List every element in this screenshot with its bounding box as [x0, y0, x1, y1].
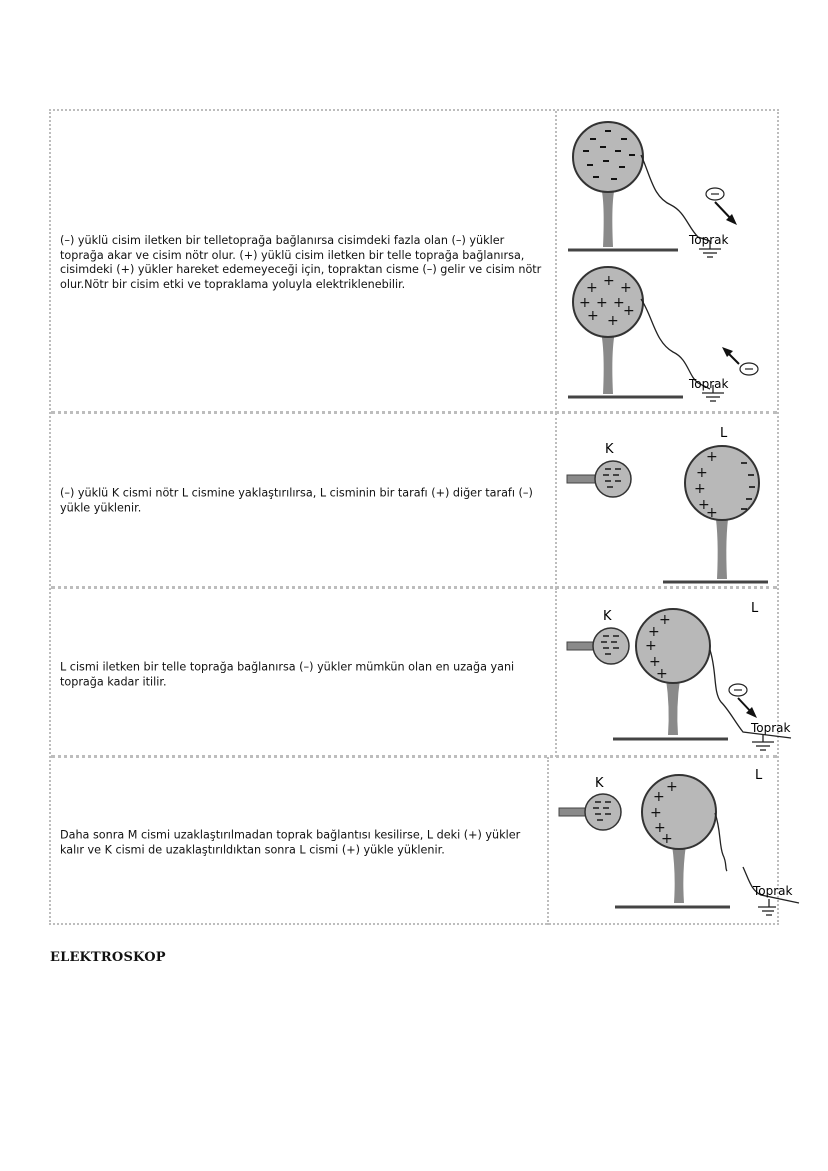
- induction-figure: [563, 417, 778, 587]
- ground-icon: [752, 734, 774, 750]
- svg-text:+: +: [613, 295, 625, 311]
- label-l: L: [751, 601, 759, 616]
- grounding-figure: [563, 117, 778, 407]
- table-row-1: [51, 111, 777, 413]
- svg-text:+: +: [579, 295, 591, 311]
- row-4-text: Daha sonra M cismi uzaklaştırılmadan toprak bağlantısı kesilirse, L deki (+) yükler kalır ve K cismi de uzaklaştırıldıktan sonra L cismi (+) yükle yüklenir.: [60, 828, 521, 856]
- label-l: L: [720, 426, 728, 441]
- sphere-k: [595, 461, 631, 497]
- sphere-k: [585, 794, 621, 830]
- svg-text:+: +: [649, 654, 661, 670]
- ground-label-bottom: Toprak: [689, 377, 729, 391]
- svg-text:+: +: [661, 831, 673, 847]
- sphere-k: [593, 628, 629, 664]
- label-k: K: [595, 776, 604, 791]
- svg-text:+: +: [653, 789, 665, 805]
- positive-sphere-diagram: [568, 267, 758, 401]
- table-row-3: [51, 588, 791, 757]
- svg-text:+: +: [654, 820, 666, 836]
- svg-text:+: +: [698, 497, 710, 513]
- svg-text:+: +: [650, 805, 662, 821]
- column-divider: [555, 111, 557, 413]
- label-k: K: [605, 442, 614, 457]
- svg-text:+: +: [603, 273, 615, 289]
- svg-text:+: +: [607, 313, 619, 329]
- svg-text:+: +: [596, 295, 608, 311]
- svg-text:+: +: [696, 465, 708, 481]
- column-divider: [555, 413, 557, 588]
- svg-text:+: +: [586, 280, 598, 296]
- row-3-text: L cismi iletken bir telle toprağa bağlanırsa (–) yükler mümkün olan en uzağa yani toprağa kadar itilir.: [60, 660, 515, 688]
- svg-text:+: +: [620, 280, 632, 296]
- table-row-2: [51, 413, 777, 588]
- disconnected-ground-figure: [555, 765, 793, 925]
- ground-label-top: Toprak: [689, 233, 729, 247]
- svg-text:+: +: [666, 779, 678, 795]
- svg-text:+: +: [587, 308, 599, 324]
- label-l: L: [755, 768, 763, 783]
- svg-text:+: +: [694, 481, 706, 497]
- svg-text:+: +: [659, 612, 671, 628]
- ground-icon: [758, 899, 776, 915]
- column-divider: [555, 588, 557, 757]
- label-k: K: [603, 609, 612, 624]
- svg-text:+: +: [656, 666, 668, 682]
- negative-sphere-diagram: [568, 122, 737, 257]
- column-divider: [547, 757, 549, 925]
- grounded-induction-figure: [563, 592, 791, 757]
- table-row-4: [51, 757, 793, 925]
- svg-text:+: +: [623, 303, 635, 319]
- row-2-text: (–) yüklü K cismi nötr L cismine yaklaştırılırsa, L cisminin bir tarafı (+) diğer tarafı (–) yükle yüklenir.: [60, 486, 533, 514]
- row-1-text: (–) yüklü cisim iletken bir telletoprağa bağlanırsa cisimdeki fazla olan (–) yükler toprağa akar ve cisim nötr olur. (+) yüklü cisim iletken bir telle toprağa bağlanırsa, cisimdeki (+) yükler hareket edemeyeceği için, topraktan cisme (–) gelir ve cisim nötr olur.Nötr bir cisim etki ve topraklama yoluyla elektriklenebilir.: [60, 234, 542, 291]
- experiment-table: [49, 109, 793, 925]
- svg-text:+: +: [706, 505, 718, 521]
- svg-text:+: +: [706, 449, 718, 465]
- svg-text:+: +: [645, 638, 657, 654]
- ground-label: Toprak: [751, 721, 791, 735]
- svg-text:+: +: [648, 624, 660, 640]
- ground-label: Toprak: [753, 884, 793, 898]
- section-heading: ELEKTROSKOP: [50, 950, 166, 965]
